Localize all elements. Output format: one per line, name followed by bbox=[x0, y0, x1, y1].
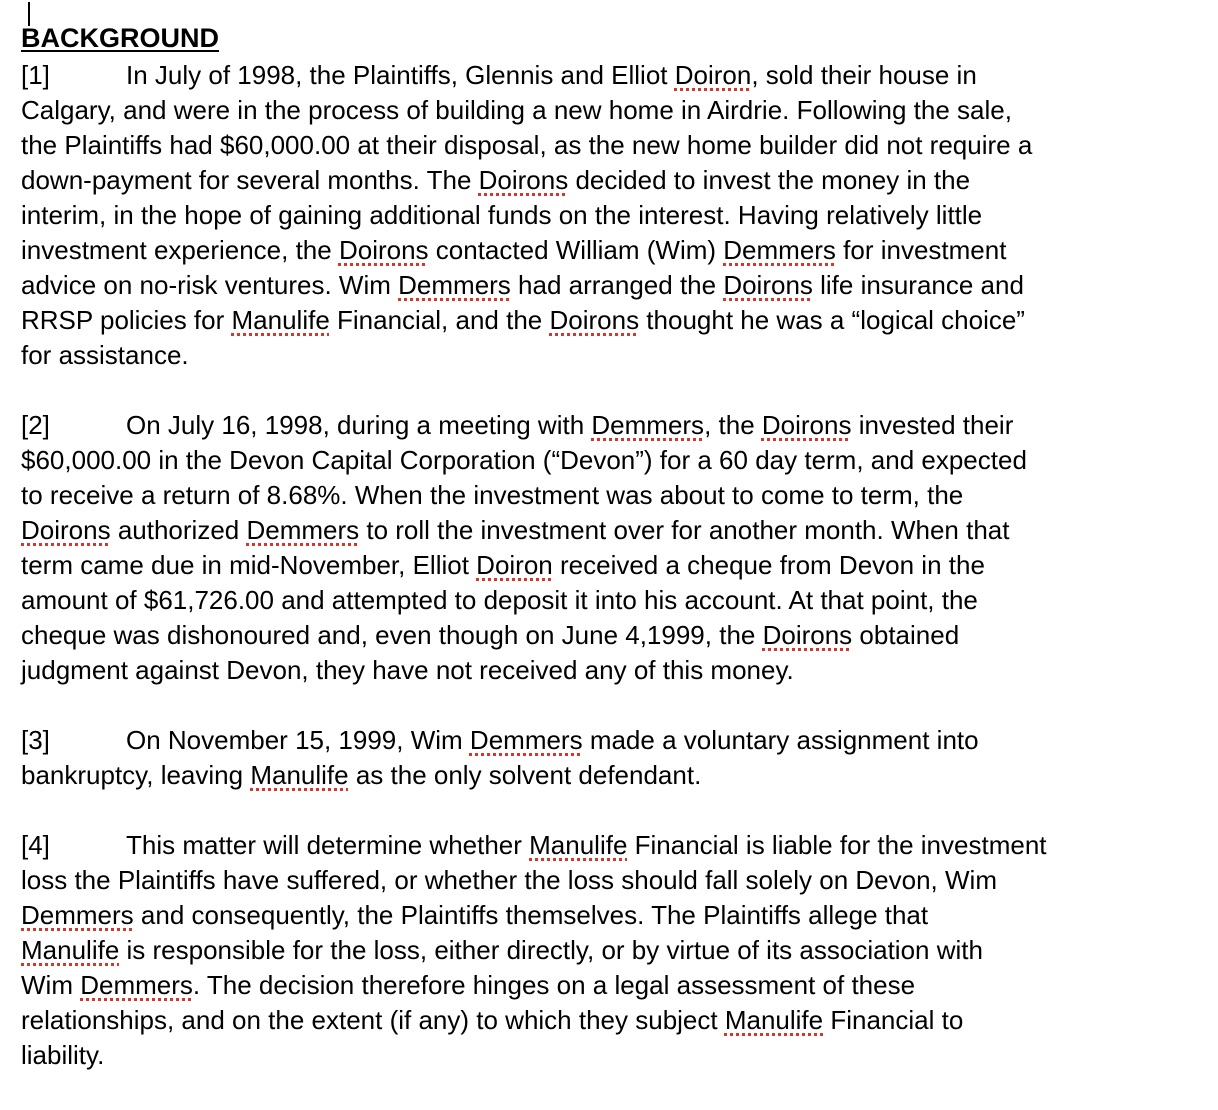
spellcheck-flagged-word[interactable]: Doirons bbox=[21, 515, 111, 545]
text-run: invested their bbox=[851, 410, 1014, 440]
text-run: . The decision therefore hinges on a legal assessment of these bbox=[192, 970, 916, 1000]
text-run: for assistance. bbox=[21, 340, 189, 370]
section-heading: BACKGROUND bbox=[21, 23, 219, 53]
text-run: thought he was a “logical choice” bbox=[639, 305, 1025, 335]
text-run: judgment against Devon, they have not received any of this money. bbox=[21, 655, 794, 685]
text-run: RRSP policies for bbox=[21, 305, 232, 335]
spellcheck-flagged-word[interactable]: Demmers bbox=[246, 515, 360, 545]
text-run: , the bbox=[704, 410, 762, 440]
paragraph-line bbox=[21, 898, 1201, 933]
text-run: Financial to bbox=[823, 1005, 964, 1035]
paragraph-line bbox=[21, 58, 1201, 93]
paragraph-line bbox=[21, 478, 1201, 513]
paragraph-line bbox=[21, 933, 1201, 968]
paragraph-number: [3] bbox=[21, 725, 50, 755]
spellcheck-flagged-word[interactable]: Doiron bbox=[674, 60, 752, 90]
text-run: interim, in the hope of gaining additional funds on the interest. Having relatively little bbox=[21, 200, 983, 230]
paragraph-line bbox=[21, 863, 1201, 898]
text-run: In July of 1998, the Plaintiffs, Glennis and Elliot bbox=[126, 60, 675, 90]
text-run: Financial, and the bbox=[329, 305, 550, 335]
text-run: obtained bbox=[852, 620, 960, 650]
spellcheck-flagged-word[interactable]: Manulife bbox=[250, 760, 349, 790]
text-run: Wim bbox=[21, 970, 81, 1000]
spellcheck-flagged-word[interactable]: Doirons bbox=[762, 620, 853, 650]
text-run: cheque was dishonoured and, even though on June 4,1999, the bbox=[21, 620, 763, 650]
paragraph-line bbox=[21, 618, 1201, 653]
spellcheck-flagged-word[interactable]: Manulife bbox=[21, 935, 120, 965]
text-run: On November 15, 1999, Wim bbox=[126, 725, 470, 755]
paragraph-line bbox=[21, 303, 1201, 338]
spellcheck-flagged-word[interactable]: Doiron bbox=[476, 550, 553, 580]
text-run: the Plaintiffs had $60,000.00 at their disposal, as the new home builder did not require a bbox=[21, 130, 1033, 160]
paragraph-line bbox=[21, 268, 1201, 303]
text-run: term came due in mid-November, Elliot bbox=[21, 550, 477, 580]
text-run: $60,000.00 in the Devon Capital Corporation (“Devon”) for a 60 day term, and expected bbox=[21, 445, 1027, 475]
spellcheck-flagged-word[interactable]: Demmers bbox=[21, 900, 134, 930]
text-run: amount of $61,726.00 and attempted to deposit it into his account. At that point, the bbox=[21, 585, 978, 615]
paragraph-line bbox=[21, 723, 1201, 758]
text-run: for investment bbox=[835, 235, 1007, 265]
text-run: and consequently, the Plaintiffs themselves. The Plaintiffs allege that bbox=[133, 900, 929, 930]
paragraph-2[interactable] bbox=[21, 408, 1201, 688]
text-run: life insurance and bbox=[812, 270, 1024, 300]
text-run: Financial is liable for the investment bbox=[627, 830, 1047, 860]
spellcheck-flagged-word[interactable]: Demmers bbox=[80, 970, 193, 1000]
paragraph-line bbox=[21, 968, 1201, 1003]
text-run: received a cheque from Devon in the bbox=[552, 550, 985, 580]
text-run: contacted William (Wim) bbox=[428, 235, 724, 265]
spellcheck-flagged-word[interactable]: Doirons bbox=[478, 165, 569, 195]
paragraph-line bbox=[21, 128, 1201, 163]
text-run: as the only solvent defendant. bbox=[348, 760, 702, 790]
spellcheck-flagged-word[interactable]: Doirons bbox=[549, 305, 640, 335]
text-run: to roll the investment over for another month. When that bbox=[359, 515, 1010, 545]
paragraph-line bbox=[21, 1038, 1201, 1073]
paragraph-line bbox=[21, 513, 1201, 548]
text-run: authorized bbox=[110, 515, 247, 545]
paragraph-number: [4] bbox=[21, 830, 50, 860]
text-run: relationships, and on the extent (if any) to which they subject bbox=[21, 1005, 725, 1035]
paragraph-3[interactable] bbox=[21, 723, 1201, 793]
paragraph-line bbox=[21, 653, 1201, 688]
spellcheck-flagged-word[interactable]: Demmers bbox=[723, 235, 836, 265]
text-run: bankruptcy, leaving bbox=[21, 760, 251, 790]
paragraph-line bbox=[21, 548, 1201, 583]
spellcheck-flagged-word[interactable]: Demmers bbox=[398, 270, 511, 300]
paragraph-number: [2] bbox=[21, 410, 50, 440]
text-run: down-payment for several months. The bbox=[21, 165, 479, 195]
text-run: advice on no-risk ventures. Wim bbox=[21, 270, 399, 300]
text-run: This matter will determine whether bbox=[126, 830, 530, 860]
spellcheck-flagged-word[interactable]: Doirons bbox=[761, 410, 852, 440]
text-run: Calgary, and were in the process of building a new home in Airdrie. Following the sale, bbox=[21, 95, 1012, 125]
text-run: to receive a return of 8.68%. When the investment was about to come to term, the bbox=[21, 480, 964, 510]
spellcheck-flagged-word[interactable]: Doirons bbox=[723, 270, 813, 300]
text-run: had arranged the bbox=[510, 270, 724, 300]
text-run: made a voluntary assignment into bbox=[582, 725, 979, 755]
paragraph-line bbox=[21, 828, 1201, 863]
text-run: is responsible for the loss, either directly, or by virtue of its association with bbox=[119, 935, 983, 965]
spellcheck-flagged-word[interactable]: Manulife bbox=[231, 305, 330, 335]
text-run: , sold their house in bbox=[751, 60, 977, 90]
paragraph-line bbox=[21, 198, 1201, 233]
paragraph-4[interactable] bbox=[21, 828, 1201, 1073]
paragraph-number: [1] bbox=[21, 60, 50, 90]
paragraph-1[interactable] bbox=[21, 58, 1201, 373]
paragraph-line bbox=[21, 443, 1201, 478]
paragraph-line bbox=[21, 93, 1201, 128]
text-run: liability. bbox=[21, 1040, 105, 1070]
spellcheck-flagged-word[interactable]: Manulife bbox=[529, 830, 628, 860]
spellcheck-flagged-word[interactable]: Demmers bbox=[591, 410, 705, 440]
paragraph-line bbox=[21, 233, 1201, 268]
paragraph-line bbox=[21, 163, 1201, 198]
paragraph-line bbox=[21, 758, 1201, 793]
spellcheck-flagged-word[interactable]: Demmers bbox=[469, 725, 583, 755]
text-run: loss the Plaintiffs have suffered, or whether the loss should fall solely on Devon, Wim bbox=[21, 865, 997, 895]
paragraph-line bbox=[21, 338, 1201, 373]
text-run: decided to invest the money in the bbox=[568, 165, 971, 195]
paragraph-line bbox=[21, 408, 1201, 443]
spellcheck-flagged-word[interactable]: Doirons bbox=[338, 235, 429, 265]
spellcheck-flagged-word[interactable]: Manulife bbox=[724, 1005, 824, 1035]
text-run: investment experience, the bbox=[21, 235, 339, 265]
paragraph-line bbox=[21, 583, 1201, 618]
paragraph-line bbox=[21, 1003, 1201, 1038]
text-run: On July 16, 1998, during a meeting with bbox=[126, 410, 592, 440]
